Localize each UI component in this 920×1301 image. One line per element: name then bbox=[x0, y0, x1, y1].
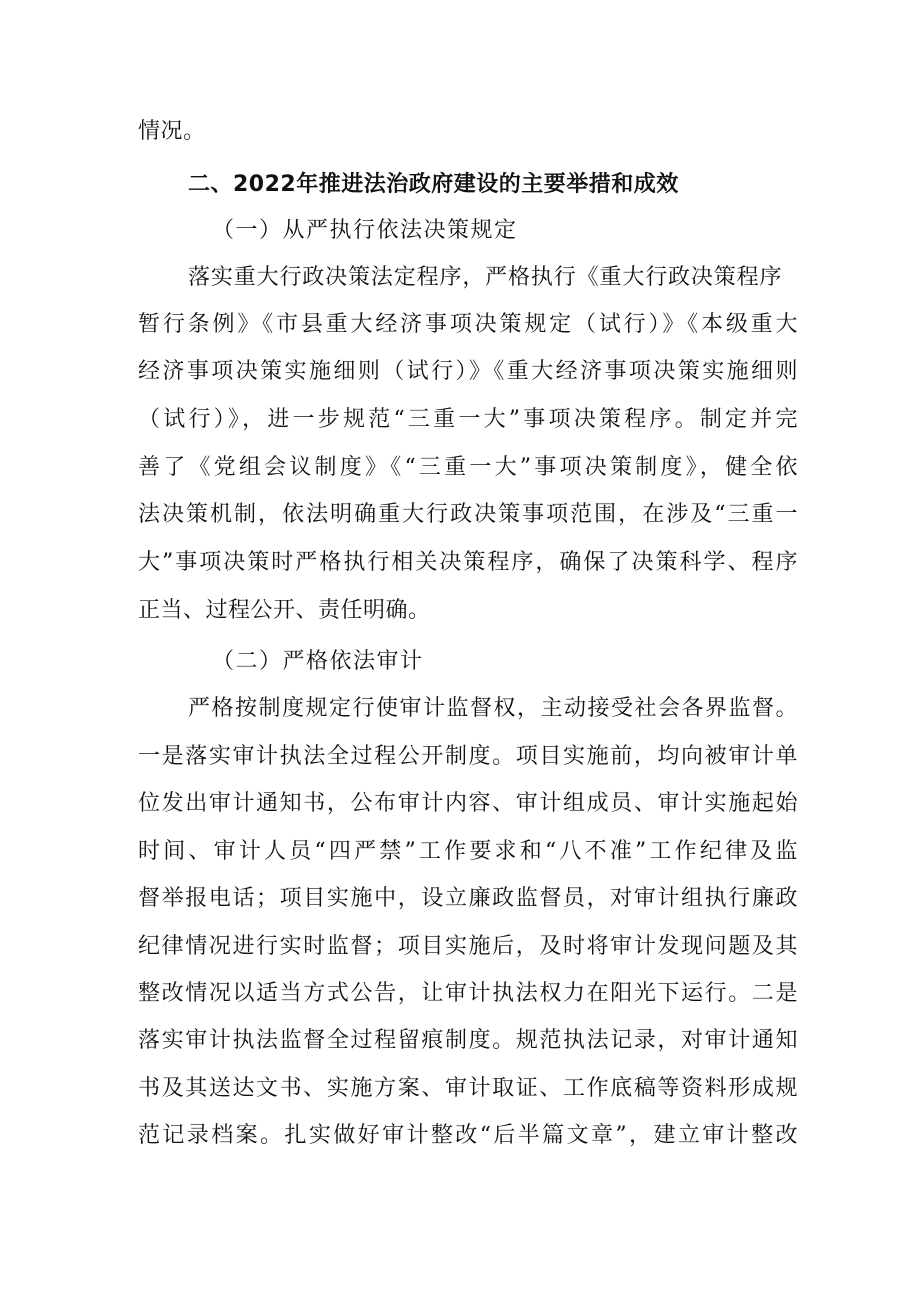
text-line: 暂行条例》《市县重大经济事项决策规定（试行）》《本级重大 bbox=[138, 312, 798, 337]
text-line: 情况。 bbox=[138, 119, 206, 144]
text-line: 经济事项决策实施细则（试行）》《重大经济事项决策实施细则 bbox=[138, 359, 798, 384]
text-line: 督举报电话；项目实施中，设立廉政监督员，对审计组执行廉政 bbox=[138, 886, 798, 911]
text-line: 范记录档案。扎实做好审计整改“后半篇文章”，建立审计整改 bbox=[138, 1123, 798, 1148]
subsection-heading: （二）严格依法审计 bbox=[212, 649, 424, 674]
text-line: 大”事项决策时严格执行相关决策程序，确保了决策科学、程序 bbox=[138, 550, 798, 575]
text-line: 整改情况以适当方式公告，让审计执法权力在阳光下运行。二是 bbox=[138, 981, 798, 1006]
text-line: 正当、过程公开、责任明确。 bbox=[138, 598, 431, 623]
text-line: 严格按制度规定行使审计监督权，主动接受社会各界监督。 bbox=[188, 696, 798, 721]
text-line: 落实重大行政决策法定程序，严格执行《重大行政决策程序 bbox=[188, 265, 782, 290]
text-line: 时间、审计人员“四严禁”工作要求和“八不准”工作纪律及监 bbox=[138, 839, 798, 864]
text-line: （试行）》，进一步规范“三重一大”事项决策程序。制定并完 bbox=[138, 407, 798, 432]
text-line: 书及其送达文书、实施方案、审计取证、工作底稿等资料形成规 bbox=[138, 1076, 798, 1101]
text-line: 善了《党组会议制度》《“三重一大”事项决策制度》，健全依 bbox=[138, 455, 798, 480]
text-line: 落实审计执法监督全过程留痕制度。规范执法记录，对审计通知 bbox=[138, 1028, 798, 1053]
subsection-heading: （一）从严执行依法决策规定 bbox=[212, 218, 518, 243]
text-line: 纪律情况进行实时监督；项目实施后，及时将审计发现问题及其 bbox=[138, 934, 798, 959]
text-line: 法决策机制，依法明确重大行政决策事项范围，在涉及“三重一 bbox=[138, 502, 798, 527]
section-heading: 二、2022年推进法治政府建设的主要举措和成效 bbox=[188, 172, 679, 197]
text-line: 一是落实审计执法全过程公开制度。项目实施前，均向被审计单 bbox=[138, 744, 798, 769]
text-line: 位发出审计通知书，公布审计内容、审计组成员、审计实施起始 bbox=[138, 791, 798, 816]
